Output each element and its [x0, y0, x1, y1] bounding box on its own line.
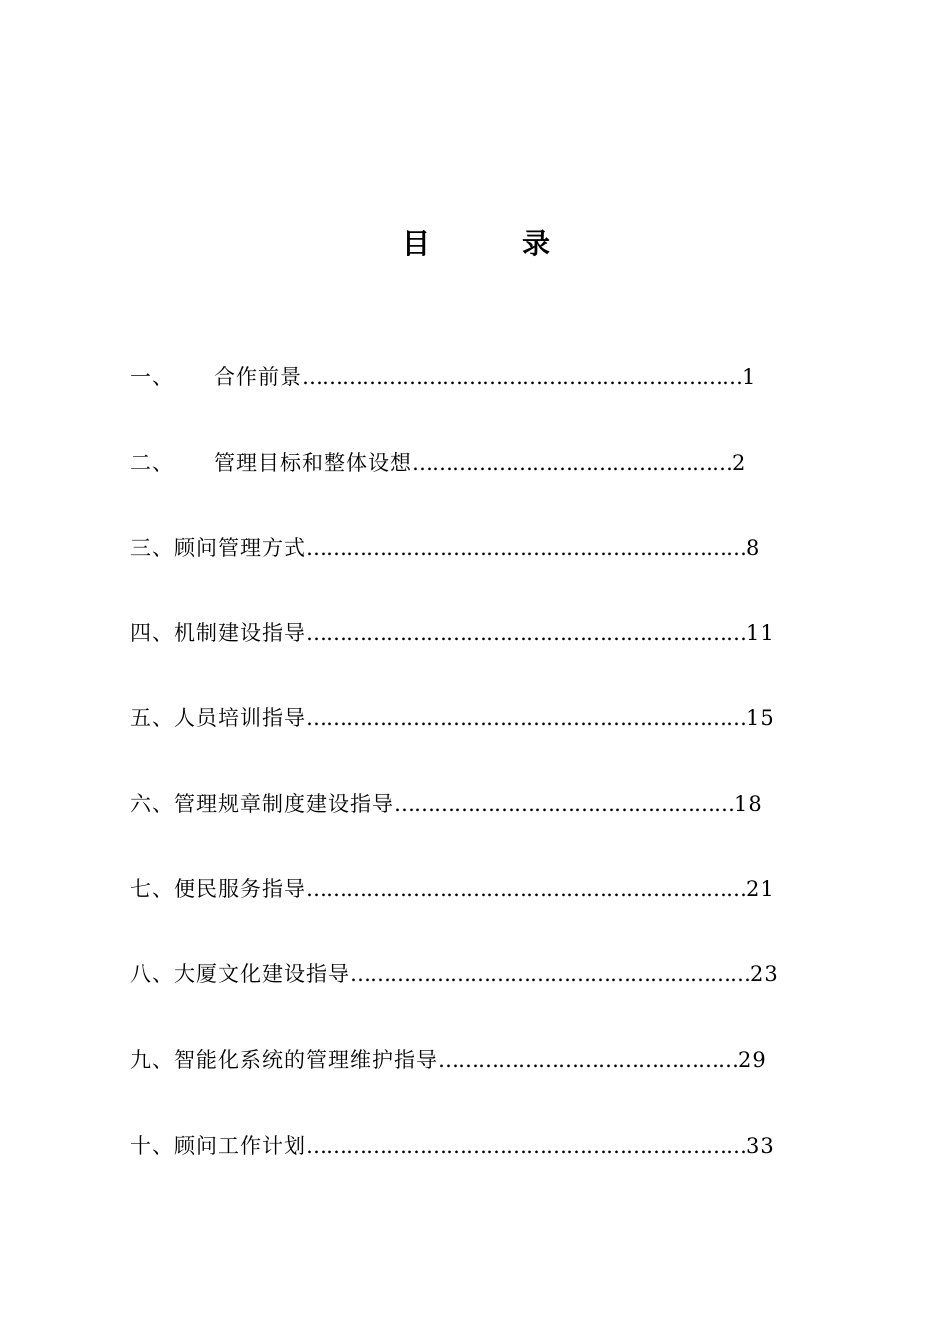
toc-entry[interactable]: [130, 782, 790, 826]
toc-entry[interactable]: [130, 1124, 790, 1168]
toc-entry[interactable]: [130, 1038, 790, 1082]
toc-entry[interactable]: [130, 867, 790, 911]
title-char-2: 录: [522, 227, 551, 260]
toc-entry-label: 顾问管理方式: [174, 536, 306, 560]
toc-entry-number: 九、: [130, 1048, 174, 1072]
toc-entry-label: 机制建设指导: [174, 621, 306, 645]
toc-leader-dots: …………………………………………………………: [306, 1134, 746, 1158]
page-title: [0, 222, 950, 272]
toc-leader-dots: …………………………………………………………: [306, 536, 746, 560]
toc-entry-number: 二、: [130, 451, 174, 475]
toc-entry-label: 顾问工作计划: [174, 1134, 306, 1158]
toc-entry-label: 管理规章制度建设指导: [174, 792, 394, 816]
toc-entry-label: 管理目标和整体设想: [214, 451, 412, 475]
toc-entry-label: 大厦文化建设指导: [174, 962, 350, 986]
toc-entry-page-number: 21: [746, 877, 775, 901]
toc-entry-label: 智能化系统的管理维护指导: [174, 1048, 438, 1072]
toc-entry-label: 合作前景: [214, 365, 302, 389]
toc-entry-number: 六、: [130, 792, 174, 816]
toc-entry-number: 七、: [130, 877, 174, 901]
toc-leader-dots: …………………………………………: [412, 451, 732, 475]
toc-entry[interactable]: [130, 611, 790, 655]
toc-entry-page-number: 33: [746, 1134, 775, 1158]
toc-leader-dots: …………………………………………………………: [302, 365, 742, 389]
toc-entry[interactable]: [130, 952, 790, 996]
toc-entry[interactable]: [130, 696, 790, 740]
title-char-1: 目: [402, 227, 431, 260]
toc-entry[interactable]: [130, 526, 790, 570]
toc-entry[interactable]: [130, 441, 790, 485]
toc-leader-dots: …………………………………………………………: [306, 706, 746, 730]
toc-entry-number: 三、: [130, 536, 174, 560]
toc-entry-label: 便民服务指导: [174, 877, 306, 901]
toc-leader-dots: …………………………………………………………: [306, 877, 746, 901]
toc-entry-number: 一、: [130, 365, 174, 389]
toc-entry-page-number: 15: [746, 706, 775, 730]
toc-entry-number: 五、: [130, 706, 174, 730]
toc-leader-dots: ………………………………………: [438, 1048, 738, 1072]
toc-entry-page-number: 8: [746, 536, 761, 560]
toc-entry-page-number: 29: [738, 1048, 767, 1072]
toc-entry-number: 四、: [130, 621, 174, 645]
toc-entry[interactable]: [130, 355, 790, 399]
toc-entry-number: 十、: [130, 1134, 174, 1158]
toc-entry-page-number: 11: [746, 621, 775, 645]
toc-entry-page-number: 2: [732, 451, 747, 475]
toc-entry-number: 八、: [130, 962, 174, 986]
toc-entry-page-number: 18: [734, 792, 763, 816]
toc-entry-label: 人员培训指导: [174, 706, 306, 730]
toc-entry-page-number: 1: [742, 365, 757, 389]
toc-leader-dots: ……………………………………………: [394, 792, 734, 816]
toc-entry-page-number: 23: [750, 962, 779, 986]
toc-leader-dots: …………………………………………………………: [306, 621, 746, 645]
toc-leader-dots: ……………………………………………………: [350, 962, 750, 986]
